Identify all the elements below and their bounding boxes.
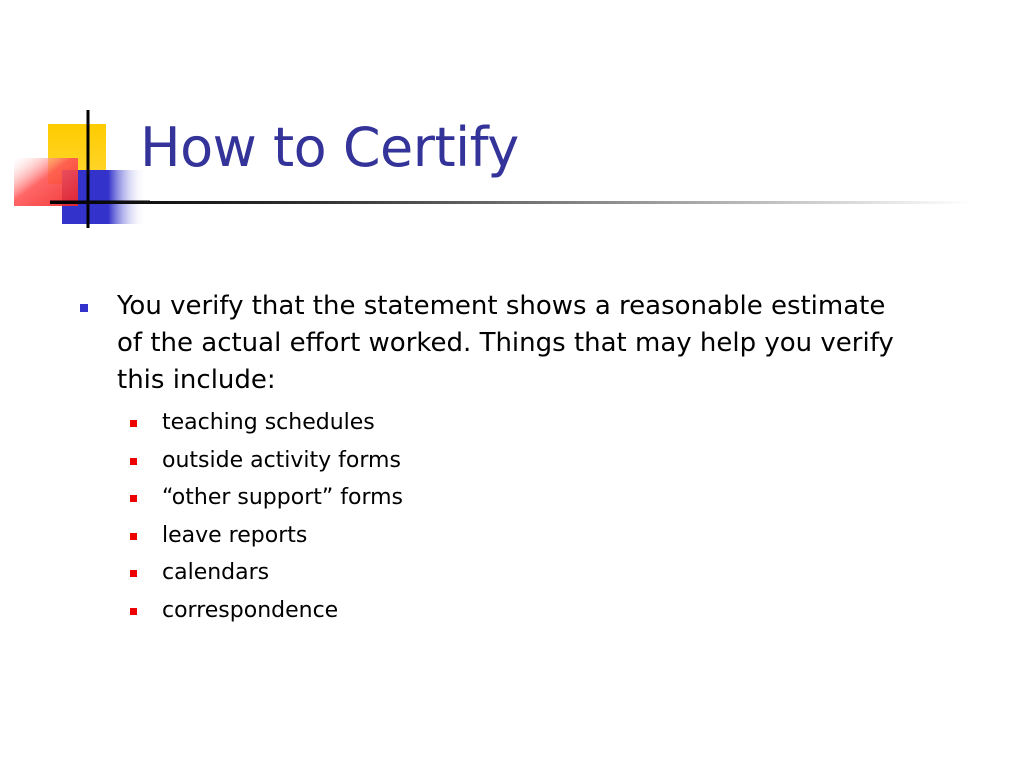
sub-bullet-list: [76, 404, 916, 629]
square-bullet-icon: [80, 304, 88, 312]
slide-title: How to Certify: [140, 116, 519, 179]
square-bullet-icon: [130, 495, 137, 502]
sub-item-text: leave reports: [162, 522, 308, 548]
square-bullet-icon: [130, 570, 137, 577]
list-item: [76, 404, 916, 442]
list-item: [76, 442, 916, 480]
squares-crosshair-logo-icon: [0, 0, 160, 240]
sub-item-text: calendars: [162, 560, 270, 585]
square-bullet-icon: [130, 420, 137, 427]
list-item: [76, 554, 916, 592]
sub-item-text: correspondence: [162, 597, 339, 623]
slide-body: [76, 288, 916, 629]
sub-item-text: teaching schedules: [162, 410, 375, 435]
sub-item-text: outside activity forms: [162, 447, 401, 473]
list-item: [76, 592, 916, 630]
list-item: [76, 479, 916, 517]
main-bullet-text: You verify that the statement shows a reasonable estimate of the actual effort worked. Things that may help you verify this include:: [117, 291, 894, 395]
title-divider: [50, 201, 970, 204]
sub-item-text: “other support” forms: [162, 485, 404, 510]
main-bullet: [76, 288, 916, 399]
list-item: [76, 517, 916, 555]
square-bullet-icon: [130, 533, 137, 540]
square-bullet-icon: [130, 608, 137, 615]
square-bullet-icon: [130, 458, 137, 465]
